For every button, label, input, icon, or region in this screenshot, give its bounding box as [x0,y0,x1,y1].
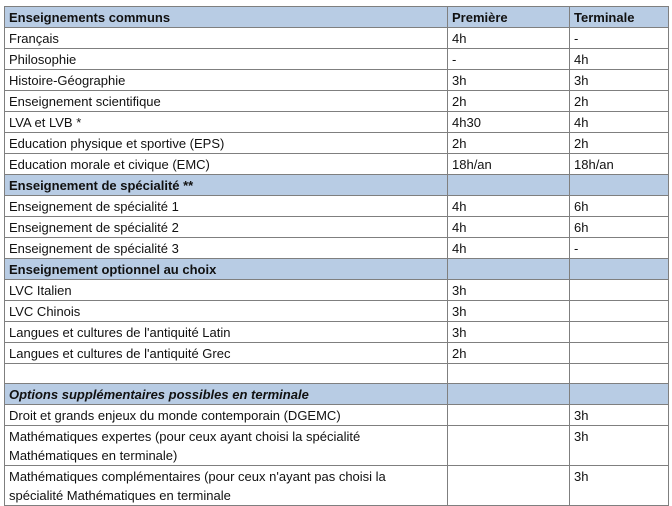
terminale-hours: 3h [570,426,669,466]
table-row [5,28,669,49]
subject-label: Mathématiques expertes (pour ceux ayant choisi la spécialité Mathématiques en terminale) [5,426,448,466]
terminale-hours: 4h [570,112,669,133]
premiere-hours: 2h [448,133,570,154]
table-row [5,133,669,154]
terminale-hours: - [570,28,669,49]
section-header-specialite [5,175,669,196]
subject-label: LVC Chinois [5,301,448,322]
terminale-hours: - [570,238,669,259]
table-row [5,238,669,259]
section-title: Enseignements communs [5,7,448,28]
premiere-hours [448,466,570,506]
header-empty-cell [570,259,669,280]
subject-label: Enseignement de spécialité 2 [5,217,448,238]
column-header-terminale: Terminale [570,7,669,28]
table-row [5,154,669,175]
terminale-hours: 18h/an [570,154,669,175]
premiere-hours: 4h [448,28,570,49]
table-row [5,217,669,238]
terminale-hours: 4h [570,49,669,70]
section-header-communs [5,7,669,28]
terminale-hours: 6h [570,196,669,217]
table-row [5,196,669,217]
premiere-hours: 3h [448,70,570,91]
empty-cell [448,364,570,384]
premiere-hours: 3h [448,301,570,322]
premiere-hours: - [448,49,570,70]
header-empty-cell [570,175,669,196]
table-row [5,322,669,343]
terminale-hours: 3h [570,466,669,506]
premiere-hours [448,405,570,426]
table-row [5,91,669,112]
subject-label: LVC Italien [5,280,448,301]
section-title: Enseignement optionnel au choix [5,259,448,280]
premiere-hours [448,426,570,466]
header-empty-cell [448,259,570,280]
subject-label: Enseignement de spécialité 3 [5,238,448,259]
subject-label: Enseignement scientifique [5,91,448,112]
subject-label: LVA et LVB * [5,112,448,133]
subject-label: Mathématiques complémentaires (pour ceux n'ayant pas choisi la spécialité Mathématiques en terminale [5,466,448,506]
empty-cell [5,364,448,384]
premiere-hours: 18h/an [448,154,570,175]
terminale-hours: 3h [570,70,669,91]
premiere-hours: 2h [448,91,570,112]
terminale-hours: 2h [570,133,669,154]
premiere-hours: 4h30 [448,112,570,133]
terminale-hours [570,280,669,301]
subject-label: Education morale et civique (EMC) [5,154,448,175]
terminale-hours: 3h [570,405,669,426]
header-empty-cell [448,175,570,196]
premiere-hours: 4h [448,196,570,217]
section-title: Enseignement de spécialité ** [5,175,448,196]
header-empty-cell [570,384,669,405]
blank-row [5,364,669,384]
subject-label: Langues et cultures de l'antiquité Latin [5,322,448,343]
subject-label: Education physique et sportive (EPS) [5,133,448,154]
section-header-options-sup [5,384,669,405]
table-row [5,280,669,301]
premiere-hours: 3h [448,280,570,301]
table-row [5,49,669,70]
table-row [5,405,669,426]
terminale-hours [570,322,669,343]
subject-label: Français [5,28,448,49]
table-row [5,426,669,466]
subject-label: Enseignement de spécialité 1 [5,196,448,217]
subject-label: Langues et cultures de l'antiquité Grec [5,343,448,364]
table-row [5,112,669,133]
section-header-optionnel [5,259,669,280]
section-title: Options supplémentaires possibles en terminale [5,384,448,405]
terminale-hours [570,301,669,322]
premiere-hours: 3h [448,322,570,343]
terminale-hours: 2h [570,91,669,112]
empty-cell [570,364,669,384]
subject-label: Droit et grands enjeux du monde contemporain (DGEMC) [5,405,448,426]
terminale-hours [570,343,669,364]
terminale-hours: 6h [570,217,669,238]
subject-label: Histoire-Géographie [5,70,448,91]
premiere-hours: 4h [448,217,570,238]
table-row [5,343,669,364]
subject-label: Philosophie [5,49,448,70]
schedule-table [4,6,669,506]
table-row [5,301,669,322]
table-row [5,466,669,506]
header-empty-cell [448,384,570,405]
premiere-hours: 2h [448,343,570,364]
column-header-premiere: Première [448,7,570,28]
table-row [5,70,669,91]
premiere-hours: 4h [448,238,570,259]
